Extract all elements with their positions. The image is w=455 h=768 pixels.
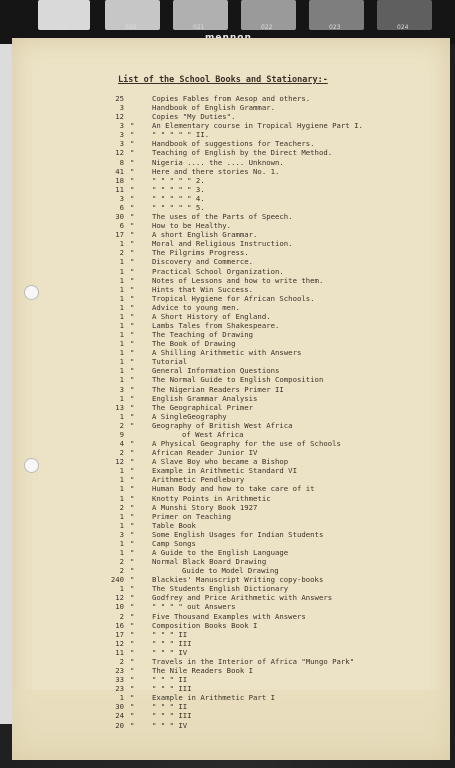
- item-quantity: 1: [119, 321, 124, 330]
- swatch-024: [377, 0, 432, 30]
- item-title: Nigeria .... the .... Unknown.: [152, 157, 284, 167]
- ditto-mark: ": [130, 266, 135, 276]
- item-title: A Munshi Story Book 1927: [152, 502, 258, 512]
- ditto-mark: ": [130, 602, 135, 612]
- ditto-mark: ": [130, 357, 135, 367]
- ditto-mark: ": [130, 656, 135, 666]
- list-item: [0, 622, 440, 631]
- item-quantity: 3: [119, 529, 124, 539]
- ditto-mark: ": [130, 284, 135, 294]
- item-title: Copies Fables from Aesop and others.: [152, 94, 311, 103]
- item-quantity: 10: [115, 602, 124, 612]
- ditto-mark: ": [130, 611, 135, 621]
- item-title: The Geographical Primer: [152, 402, 254, 412]
- list-item: [0, 195, 440, 204]
- swatch-label: 022: [261, 24, 273, 31]
- item-title: Tropical Hygiene for African Schools.: [152, 293, 315, 303]
- item-title: " " " " out Answers: [152, 602, 236, 612]
- item-title: Normal Black Board Drawing: [152, 557, 267, 567]
- ditto-mark: ": [130, 575, 135, 585]
- ditto-mark: ": [130, 311, 135, 321]
- item-quantity: 23: [115, 684, 124, 694]
- item-quantity: 1: [119, 548, 124, 557]
- item-quantity: 12: [115, 593, 124, 603]
- item-title: Discovery and Commerce.: [152, 257, 254, 267]
- list-item: [0, 676, 440, 685]
- item-quantity: 3: [119, 130, 124, 140]
- item-title: " " " " " 3.: [152, 184, 205, 194]
- ditto-mark: ": [130, 548, 135, 557]
- ditto-mark: ": [130, 184, 135, 194]
- item-quantity: 6: [119, 221, 124, 231]
- ditto-mark: ": [130, 248, 135, 258]
- swatch-022: [241, 0, 296, 30]
- item-quantity: 23: [115, 666, 124, 676]
- ditto-mark: ": [130, 584, 135, 594]
- swatch-020: [105, 0, 160, 30]
- ditto-mark: ": [130, 538, 135, 548]
- item-quantity: 1: [119, 357, 124, 367]
- list-item: [0, 349, 440, 358]
- ditto-mark: ": [130, 675, 135, 685]
- item-quantity: 2: [119, 448, 124, 458]
- item-quantity: 12: [115, 148, 124, 158]
- item-quantity: 16: [115, 620, 124, 630]
- item-quantity: 3: [119, 121, 124, 131]
- item-title: Arithmetic Pendlebury: [152, 475, 245, 485]
- item-title: " " " II: [152, 702, 188, 712]
- document-title: List of the School Books and Stationary:-: [118, 75, 328, 85]
- item-quantity: 30: [115, 702, 124, 712]
- item-quantity: 12: [115, 112, 124, 122]
- swatch-label: 023: [329, 24, 341, 31]
- item-quantity: 1: [119, 339, 124, 349]
- ditto-mark: ": [130, 529, 135, 539]
- item-quantity: 1: [119, 411, 124, 421]
- item-quantity: 1: [119, 348, 124, 358]
- ditto-mark: ": [130, 457, 135, 467]
- ditto-mark: ": [130, 629, 135, 639]
- item-quantity: 24: [115, 711, 124, 721]
- item-quantity: 11: [115, 184, 124, 194]
- item-quantity: 1: [119, 393, 124, 403]
- ditto-mark: ": [130, 230, 135, 240]
- list-item: [0, 631, 440, 640]
- item-title: A Shilling Arithmetic with Answers: [152, 348, 302, 358]
- ditto-mark: ": [130, 420, 135, 430]
- ditto-mark: ": [130, 720, 135, 730]
- item-quantity: 2: [119, 248, 124, 258]
- ditto-mark: ": [130, 411, 135, 421]
- item-title: Human Body and how to take care of it: [152, 484, 315, 494]
- ditto-mark: ": [130, 448, 135, 458]
- item-quantity: 3: [119, 193, 124, 203]
- ditto-mark: ": [130, 502, 135, 512]
- ditto-mark: ": [130, 130, 135, 140]
- list-item: [0, 122, 440, 131]
- ditto-mark: ": [130, 193, 135, 203]
- item-quantity: 41: [115, 166, 124, 176]
- item-quantity: 12: [115, 457, 124, 467]
- item-quantity: 1: [119, 302, 124, 312]
- item-quantity: 1: [119, 493, 124, 503]
- item-quantity: 2: [119, 611, 124, 621]
- list-item: [0, 667, 440, 676]
- item-quantity: 9: [119, 429, 124, 439]
- list-item: [0, 531, 440, 540]
- item-title: The Nigerian Readers Primer II: [152, 384, 284, 394]
- item-quantity: 25: [115, 94, 124, 103]
- swatch-019: [38, 0, 90, 30]
- swatch-label: 019: [56, 24, 68, 31]
- ditto-mark: ": [130, 175, 135, 185]
- item-quantity: 8: [119, 157, 124, 167]
- item-quantity: 240: [110, 575, 124, 585]
- item-quantity: 30: [115, 212, 124, 222]
- item-title: " " " IV: [152, 720, 188, 730]
- ditto-mark: ": [130, 439, 135, 449]
- item-title: Knotty Points in Arithmetic: [152, 493, 271, 503]
- item-quantity: 17: [115, 230, 124, 240]
- ditto-mark: ": [130, 202, 135, 212]
- item-title: A short English Grammar.: [152, 230, 258, 240]
- item-quantity: 1: [119, 484, 124, 494]
- list-item: [0, 513, 440, 522]
- ditto-mark: ": [130, 139, 135, 149]
- item-quantity: 12: [115, 638, 124, 648]
- item-title: Camp Songs: [152, 538, 196, 548]
- item-title: A SingleGeography: [152, 411, 227, 421]
- item-title: Moral and Religious Instruction.: [152, 239, 293, 249]
- item-quantity: 33: [115, 675, 124, 685]
- ditto-mark: ": [130, 212, 135, 222]
- ditto-mark: ": [130, 275, 135, 285]
- item-title: Advice to young men.: [152, 302, 240, 312]
- ditto-mark: ": [130, 148, 135, 158]
- item-quantity: 3: [119, 139, 124, 149]
- item-title: Handbook of suggestions for Teachers.: [152, 139, 315, 149]
- item-title: How to be Healthy.: [152, 221, 232, 231]
- item-title: " " " " " 2.: [152, 175, 205, 185]
- ditto-mark: ": [130, 221, 135, 231]
- item-title: " " " III: [152, 684, 192, 694]
- item-title: The Book of Drawing: [152, 339, 236, 349]
- item-title: The Nile Readers Book I: [152, 666, 254, 676]
- ditto-mark: ": [130, 593, 135, 603]
- ditto-mark: ": [130, 293, 135, 303]
- ditto-mark: ": [130, 620, 135, 630]
- item-title: A Slave Boy who became a Bishop: [152, 457, 289, 467]
- item-quantity: 1: [119, 466, 124, 476]
- ditto-mark: ": [130, 493, 135, 503]
- item-title: Example in Arithmetic Part I: [152, 693, 276, 703]
- ditto-mark: ": [130, 384, 135, 394]
- item-quantity: 2: [119, 420, 124, 430]
- item-title: " " " II: [152, 675, 188, 685]
- ditto-mark: ": [130, 684, 135, 694]
- item-title: The Teaching of Drawing: [152, 330, 254, 340]
- item-title: " " " " " 5.: [152, 202, 205, 212]
- ditto-mark: ": [130, 121, 135, 131]
- item-quantity: 1: [119, 511, 124, 521]
- ditto-mark: ": [130, 566, 135, 576]
- ditto-mark: ": [130, 166, 135, 176]
- item-title: The Normal Guide to English Composition: [152, 375, 324, 385]
- item-quantity: 3: [119, 384, 124, 394]
- swatch-label: 021: [193, 24, 205, 31]
- ditto-mark: ": [130, 702, 135, 712]
- item-title: Table Book: [152, 520, 196, 530]
- item-quantity: 1: [119, 375, 124, 385]
- ditto-mark: ": [130, 466, 135, 476]
- ditto-mark: ": [130, 393, 135, 403]
- ditto-mark: ": [130, 339, 135, 349]
- ditto-mark: ": [130, 366, 135, 376]
- list-item: [0, 640, 440, 649]
- item-quantity: 2: [119, 557, 124, 567]
- item-quantity: 1: [119, 693, 124, 703]
- swatch-label: 024: [397, 24, 409, 31]
- item-title: Blackies' Manuscript Writing copy-books: [152, 575, 324, 585]
- item-title: Some English Usages for Indian Students: [152, 529, 324, 539]
- item-title: The Students English Dictionary: [152, 584, 289, 594]
- item-title: The Pilgrims Progress.: [152, 248, 249, 258]
- ditto-mark: ": [130, 375, 135, 385]
- item-title: English Grammar Analysis: [152, 393, 258, 403]
- item-title: Composition Books Book I: [152, 620, 258, 630]
- ditto-mark: ": [130, 475, 135, 485]
- ditto-mark: ": [130, 711, 135, 721]
- swatch-label: 020: [125, 24, 137, 31]
- ditto-mark: ": [130, 638, 135, 648]
- item-quantity: 1: [119, 520, 124, 530]
- item-title: " " " III: [152, 711, 192, 721]
- list-item: [0, 694, 440, 703]
- item-quantity: 1: [119, 584, 124, 594]
- item-quantity: 11: [115, 647, 124, 657]
- item-quantity: 1: [119, 538, 124, 548]
- item-quantity: 13: [115, 402, 124, 412]
- item-title: Copies "My Duties".: [152, 112, 236, 122]
- item-title: " " " " " II.: [152, 130, 210, 140]
- item-quantity: 6: [119, 202, 124, 212]
- item-quantity: 20: [115, 720, 124, 730]
- ditto-mark: ": [130, 157, 135, 167]
- item-quantity: 1: [119, 366, 124, 376]
- item-title: General Information Questions: [152, 366, 280, 376]
- item-title: African Reader Junior IV: [152, 448, 258, 458]
- list-item: [0, 703, 440, 712]
- ditto-mark: ": [130, 484, 135, 494]
- item-title: Tutorial: [152, 357, 188, 367]
- item-title: Notes of Lessons and how to write them.: [152, 275, 324, 285]
- item-quantity: 4: [119, 439, 124, 449]
- ditto-mark: ": [130, 557, 135, 567]
- item-title: An Elementary course in Tropical Hygiene Part I.: [152, 121, 363, 131]
- ditto-mark: ": [130, 693, 135, 703]
- item-title: " " " III: [152, 638, 192, 648]
- item-quantity: 1: [119, 266, 124, 276]
- item-title: Primer on Teaching: [152, 511, 232, 521]
- item-quantity: 1: [119, 293, 124, 303]
- item-quantity: 1: [119, 239, 124, 249]
- item-quantity: 1: [119, 475, 124, 485]
- item-title: " " " IV: [152, 647, 188, 657]
- item-quantity: 18: [115, 175, 124, 185]
- item-title: Travels in the Interior of Africa "Mungo Park": [152, 656, 355, 666]
- item-title: Practical School Organization.: [152, 266, 284, 276]
- item-quantity: 2: [119, 566, 124, 576]
- ditto-mark: ": [130, 257, 135, 267]
- swatch-021: [173, 0, 228, 30]
- item-title: " " " " " 4.: [152, 193, 205, 203]
- item-quantity: 1: [119, 311, 124, 321]
- item-title: Example in Arithmetic Standard VI: [152, 466, 297, 476]
- list-item: [0, 722, 440, 731]
- item-title: A Guide to the English Language: [152, 548, 289, 557]
- item-quantity: 1: [119, 330, 124, 340]
- ditto-mark: ": [130, 666, 135, 676]
- list-item: [0, 712, 440, 721]
- ditto-mark: ": [130, 302, 135, 312]
- ditto-mark: ": [130, 511, 135, 521]
- item-title: Hints that Win Success.: [152, 284, 254, 294]
- item-title: A Short History of England.: [152, 311, 271, 321]
- item-quantity: 1: [119, 275, 124, 285]
- item-title: Godfrey and Price Arithmetic with Answers: [152, 593, 333, 603]
- item-title: Lambs Tales from Shakespeare.: [152, 321, 280, 330]
- item-title: Geography of British West Africa: [152, 420, 293, 430]
- item-quantity: 17: [115, 629, 124, 639]
- item-title: Five Thousand Examples with Answers: [152, 611, 306, 621]
- item-title: Here and there stories No. 1.: [152, 166, 280, 176]
- item-quantity: 2: [119, 656, 124, 666]
- ditto-mark: ": [130, 348, 135, 358]
- ditto-mark: ": [130, 330, 135, 340]
- item-quantity: 1: [119, 284, 124, 294]
- ditto-mark: ": [130, 239, 135, 249]
- item-title: Handbook of English Grammar.: [152, 103, 276, 113]
- ditto-mark: ": [130, 647, 135, 657]
- list-item: [0, 177, 440, 186]
- item-quantity: 2: [119, 502, 124, 512]
- item-title: " " " II: [152, 629, 188, 639]
- swatch-023: [309, 0, 364, 30]
- list-item: [0, 186, 440, 195]
- item-title: The uses of the Parts of Speech.: [152, 212, 293, 222]
- item-title: of West Africa: [182, 429, 244, 439]
- item-title: Teaching of English by the Direct Method.: [152, 148, 333, 158]
- ditto-mark: ": [130, 520, 135, 530]
- item-quantity: 3: [119, 103, 124, 113]
- item-title: A Physical Geography for the use of Schools: [152, 439, 341, 449]
- item-quantity: 1: [119, 257, 124, 267]
- item-title: Guide to Model Drawing: [182, 566, 279, 576]
- ditto-mark: ": [130, 321, 135, 330]
- list-item: [0, 168, 440, 177]
- ditto-mark: ": [130, 402, 135, 412]
